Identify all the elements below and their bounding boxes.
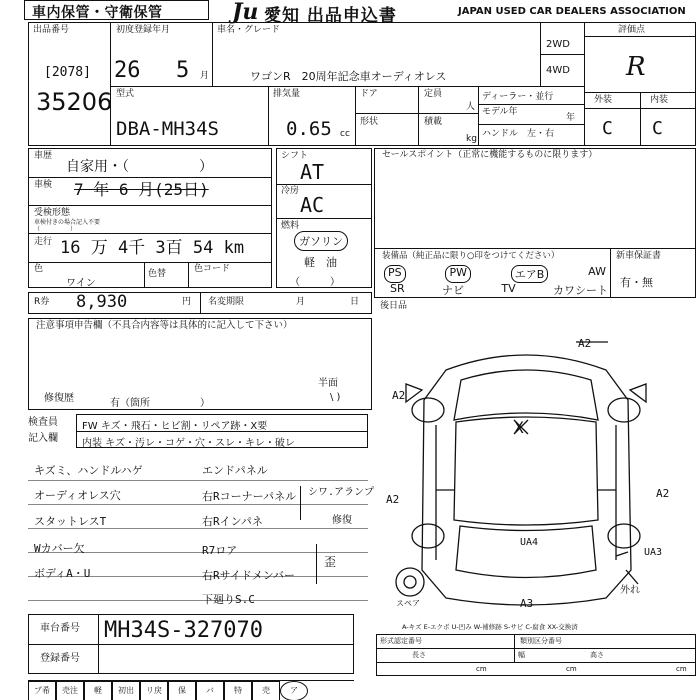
- reg-no-label: 登録番号: [40, 653, 80, 664]
- score-value: R: [626, 52, 646, 82]
- equip-row-1: [384, 265, 606, 283]
- dims-unit-3: cm: [676, 665, 687, 673]
- dims-cat: 類別区分番号: [520, 637, 562, 645]
- ac-label: 冷房: [281, 186, 300, 196]
- equip-aw: AW: [588, 265, 606, 278]
- stamp-2: 売注: [56, 681, 84, 700]
- remark-8: 右Rインパネ: [202, 515, 263, 528]
- namechange-label: 名変期限: [208, 297, 245, 307]
- remark-5: ボディA・U: [34, 567, 91, 580]
- remark-14: 歪: [324, 555, 337, 569]
- association-name: JAPAN USED CAR DEALERS ASSOCIATION: [458, 6, 686, 17]
- stamp-4: 初出: [112, 681, 140, 700]
- mark-a3: A3: [520, 597, 534, 610]
- recycle-value: 8,930: [76, 292, 128, 312]
- stamp-strip: [28, 680, 354, 700]
- keep-label: 新車保証書: [616, 251, 662, 261]
- equip-row-2: [390, 282, 608, 298]
- ac-value: AC: [300, 193, 325, 217]
- disp-value: 0.65: [286, 118, 332, 140]
- remark-7: 右Rコーナーパネル: [202, 490, 297, 503]
- notes-label: 注意事項申告欄（不具合内容等は具体的に記入して下さい）: [36, 320, 293, 331]
- later-label: 後日品: [380, 301, 408, 311]
- name-label: 車名・グレード: [217, 25, 281, 35]
- recycle-label: R券: [34, 297, 50, 307]
- dims-height: 高さ: [590, 651, 604, 659]
- equip-airbag: エアB: [511, 265, 549, 283]
- inspect-value: 7 年 6 月(25日): [74, 180, 209, 199]
- stamp-3: 軽: [84, 681, 112, 700]
- remark-1: キズミ、ハンドルハゲ: [34, 464, 143, 477]
- stamp-6: 保: [168, 681, 196, 700]
- remark-4: Wカバー欠: [34, 542, 85, 555]
- remark-10: 右Rサイドメンバー: [202, 569, 295, 582]
- remark-3: スタットレスT: [34, 515, 107, 528]
- capacity-label: 定員: [424, 89, 443, 99]
- lot-code: [2078]: [44, 65, 91, 80]
- remark-11: 下廻りS.C: [202, 593, 255, 606]
- inspection-row-1: FW キズ・飛石・ヒビ割・リペア跡・X要: [82, 421, 268, 432]
- dims-unit-2: cm: [566, 665, 577, 673]
- repair-label: 修復歴: [44, 393, 74, 404]
- inspection-label-2: 記入欄: [28, 433, 58, 444]
- model-label: 型式: [116, 89, 135, 99]
- equip-ps: PS: [384, 265, 406, 283]
- mark-hazure: 外れ: [620, 585, 640, 596]
- keep-value: 有・無: [620, 276, 653, 289]
- color-label: 色: [34, 264, 44, 274]
- stamp-1: プ希: [28, 681, 56, 700]
- bracket-line-1: [300, 486, 301, 520]
- equip-tv: TV: [501, 282, 516, 295]
- dims-length: 長さ: [412, 651, 426, 659]
- chassis-label: 車台番号: [40, 623, 80, 634]
- namechange-day: 日: [350, 297, 360, 307]
- drive-4wd: 4WD: [546, 65, 570, 76]
- recycle-unit: 円: [182, 297, 192, 307]
- model-year-label: モデル年: [482, 107, 518, 117]
- ext-label: 外装: [594, 95, 613, 105]
- load-unit: kg: [466, 134, 477, 144]
- namechange-month: 月: [296, 297, 306, 307]
- notes-side: 半面: [318, 378, 338, 389]
- mark-a2-top: A2: [578, 337, 592, 350]
- diagram-legend: A-キズ E-エクボ U-凹み W-補修跡 S-サビ C-腐食 XX-交換済: [402, 623, 578, 631]
- reg-month: 5: [176, 58, 190, 83]
- int-value: C: [652, 118, 663, 139]
- reg-year: 26: [114, 58, 141, 83]
- equip-navi: ナビ: [442, 284, 464, 297]
- inspect-label: 車検: [34, 180, 53, 190]
- mark-ua3: UA3: [644, 547, 663, 558]
- equip-kawa-seat: カワシート: [552, 284, 608, 297]
- notes-side-mark: \ ): [330, 392, 341, 403]
- fuel-value: ガソリン: [294, 231, 348, 251]
- color-code-label: 色コード: [194, 264, 231, 274]
- dims-unit-1: cm: [476, 665, 487, 673]
- repair-value: 有（箇所 ）: [110, 398, 210, 409]
- inspection-row-2: 内装 キズ・汚レ・コゲ・穴・スレ・キレ・破レ: [82, 438, 295, 449]
- remark-2: オーディオレス穴: [34, 489, 121, 502]
- car-damage-diagram: [376, 330, 696, 620]
- equip-pw: PW: [445, 265, 471, 283]
- stamp-8: 特: [224, 681, 252, 700]
- reg-month-unit: 月: [200, 71, 210, 81]
- color-swap-label: 色替: [148, 269, 167, 279]
- dims-width: 幅: [518, 651, 525, 659]
- storage-text: 車内保管・守衛保管: [32, 5, 163, 21]
- ju-logo: Ju: [232, 0, 259, 25]
- inspection-label-1: 検査員: [28, 417, 58, 428]
- ext-value: C: [602, 118, 613, 139]
- shift-label: シフト: [281, 151, 309, 161]
- load-label: 積載: [424, 117, 443, 127]
- int-label: 内装: [650, 95, 669, 105]
- receipt-label: 受検形態: [34, 208, 71, 218]
- mileage-label: 走行: [34, 237, 53, 247]
- dims-label: 形式認定番号: [380, 637, 422, 645]
- drive-2wd: 2WD: [546, 39, 570, 50]
- shape-label: 形状: [360, 117, 379, 127]
- usage-value: 自家用・（ ）: [66, 159, 213, 175]
- mark-a2-right: A2: [656, 487, 670, 500]
- color-value: ワイン: [66, 278, 96, 289]
- usage-label: 車歴: [34, 151, 53, 161]
- model-year-unit: 年: [566, 113, 576, 123]
- mark-ua4: UA4: [520, 537, 539, 548]
- dealer-label: ディーラー・並行: [482, 92, 554, 102]
- bracket-line-2: [316, 544, 317, 584]
- fuel-other: （ ）: [290, 277, 340, 288]
- score-label: 評価点: [618, 25, 646, 35]
- name-value: ワゴンR 20周年記念車オーディオレス: [250, 70, 447, 83]
- shift-value: AT: [300, 160, 325, 184]
- stamp-9: 売: [252, 681, 280, 700]
- lot-number: 35206: [36, 88, 113, 116]
- remark-6: エンドパネル: [202, 464, 268, 477]
- door-label: ドア: [360, 89, 378, 99]
- sales-label: セールスポイント（正常に機能するものに限ります）: [382, 150, 598, 160]
- stamp-10: ア: [280, 681, 308, 700]
- remarks-lines: [28, 456, 375, 616]
- model-value: DBA-MH34S: [116, 118, 219, 140]
- chassis-value: MH34S-327070: [104, 618, 263, 643]
- reg-label: 初度登録年月: [116, 25, 171, 35]
- mark-x: X: [514, 418, 524, 437]
- handle-label: ハンドル 左・右: [482, 129, 555, 139]
- mark-a2-left: A2: [392, 389, 406, 402]
- spare-label: スペア: [396, 599, 420, 608]
- form-title: 愛知 出品申込書: [264, 6, 397, 26]
- remark-13: 修復: [332, 515, 352, 526]
- stamp-7: バ: [196, 681, 224, 700]
- fuel-diesel: 軽 油: [304, 256, 337, 269]
- stamp-5: リ戻: [140, 681, 168, 700]
- lot-label: 出品番号: [33, 25, 70, 35]
- disp-label: 排気量: [273, 89, 301, 99]
- receipt-note: 車検付きの場合記入不要 （ ）: [34, 219, 101, 233]
- capacity-unit: 人: [466, 102, 476, 112]
- mark-a2-left-mid: A2: [386, 493, 400, 506]
- disp-unit: cc: [340, 129, 350, 139]
- remark-9: R7ロア: [202, 544, 238, 557]
- fuel-label: 燃料: [281, 221, 300, 231]
- equip-sr: SR: [390, 282, 405, 295]
- mileage-value: 16 万 4千 3百 54 km: [60, 238, 245, 258]
- remark-12: シワ.アランプ: [308, 487, 375, 498]
- equip-label: 装備品（純正品に限り○印をつけてください）: [382, 251, 560, 261]
